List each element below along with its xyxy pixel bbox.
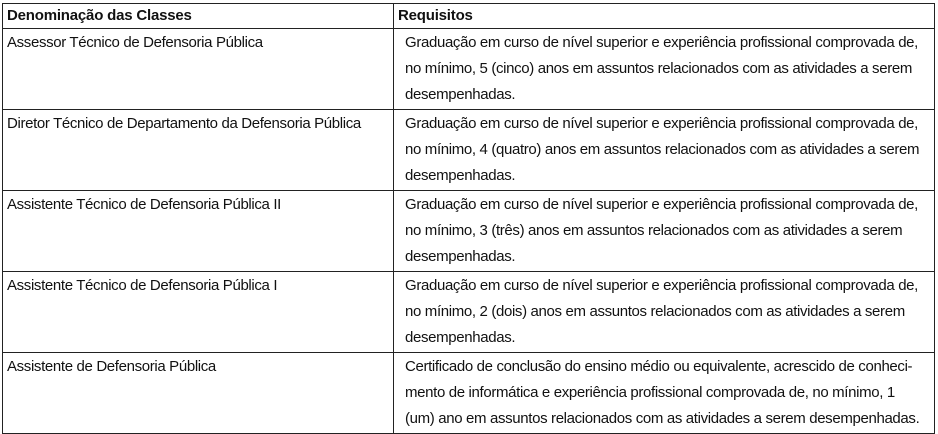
- header-classes: Denominação das Classes: [3, 4, 394, 29]
- requirement-line: mento de informática e experiência profissional comprovada de, no mínimo, 1: [405, 384, 895, 401]
- requirement-line: desempenhadas.: [405, 167, 516, 184]
- table-header-row: [3, 4, 935, 29]
- requirement-line: no mínimo, 5 (cinco) anos em assuntos relacionados com as atividades a serem: [405, 60, 912, 77]
- requirement-line: desempenhadas.: [405, 248, 516, 265]
- requirement-line: no mínimo, 3 (três) anos em assuntos relacionados com as atividades a serem: [405, 222, 903, 239]
- class-name-cell: Assistente Técnico de Defensoria Pública I: [3, 272, 394, 353]
- table-row: [3, 110, 935, 191]
- requirement-line: Certificado de conclusão do ensino médio ou equivalente, acrescido de conheci-: [405, 358, 913, 375]
- requirement-cell: [394, 110, 935, 191]
- requirement-line: Graduação em curso de nível superior e experiência profissional comprovada de,: [405, 115, 918, 132]
- table-row: [3, 272, 935, 353]
- requirement-line: Graduação em curso de nível superior e experiência profissional comprovada de,: [405, 277, 918, 294]
- requirements-table: [2, 3, 935, 434]
- requirement-line: Graduação em curso de nível superior e experiência profissional comprovada de,: [405, 196, 918, 213]
- table-row: [3, 29, 935, 110]
- class-name-cell: Assistente de Defensoria Pública: [3, 353, 394, 434]
- requirement-cell: [394, 353, 935, 434]
- requirement-cell: [394, 29, 935, 110]
- requirement-line: Graduação em curso de nível superior e experiência profissional comprovada de,: [405, 34, 918, 51]
- header-requirements: Requisitos: [394, 4, 935, 29]
- requirement-line: no mínimo, 4 (quatro) anos em assuntos relacionados com as atividades a serem: [405, 141, 920, 158]
- table-row: [3, 353, 935, 434]
- class-name-cell: Assessor Técnico de Defensoria Pública: [3, 29, 394, 110]
- requirement-line: (um) ano em assuntos relacionados com as atividades a serem desempenhadas.: [405, 410, 920, 427]
- class-name-cell: Assistente Técnico de Defensoria Pública II: [3, 191, 394, 272]
- requirement-cell: [394, 191, 935, 272]
- requirement-cell: [394, 272, 935, 353]
- table-row: [3, 191, 935, 272]
- class-name-cell: Diretor Técnico de Departamento da Defensoria Pública: [3, 110, 394, 191]
- requirement-line: desempenhadas.: [405, 329, 516, 346]
- requirement-line: no mínimo, 2 (dois) anos em assuntos relacionados com as atividades a serem: [405, 303, 905, 320]
- requirement-line: desempenhadas.: [405, 86, 516, 103]
